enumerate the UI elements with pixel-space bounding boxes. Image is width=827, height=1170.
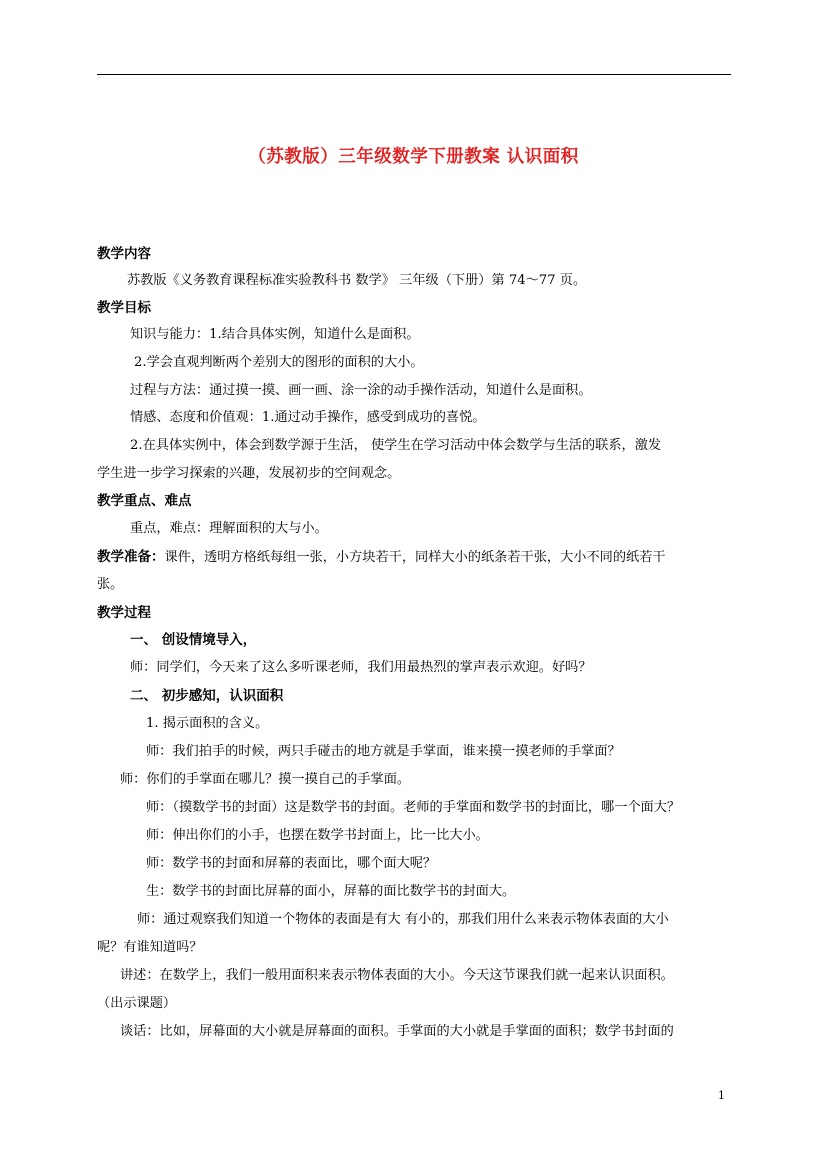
paragraph: 重点，难点：理解面积的大与小。 <box>130 521 328 536</box>
paragraph: 师：你们的手掌面在哪儿？摸一摸自己的手掌面。 <box>120 772 411 787</box>
heading-content: 教学内容 <box>97 246 151 262</box>
paragraph: 情感、态度和价值观：1.通过动手操作，感受到成功的喜悦。 <box>130 410 486 425</box>
paragraph: 师：数学书的封面和屏幕的表面比，哪个面大呢？ <box>146 856 437 871</box>
paragraph: 2.学会直观判断两个差别大的图形的面积的大小。 <box>134 355 424 370</box>
heading-key-points: 教学重点、难点 <box>97 493 192 509</box>
paragraph: 师：伸出你们的小手，也摆在数学书封面上，比一比大小。 <box>146 828 489 843</box>
paragraph: 师：通过观察我们知道一个物体的表面是有大 有小的，那我们用什么来表示物体表面的大小 <box>137 912 669 927</box>
paragraph: 知识与能力：1.结合具体实例，知道什么是面积。 <box>130 327 420 342</box>
paragraph: （出示课题） <box>97 996 177 1011</box>
preparation-text: 课件，透明方格纸每组一张，小方块若干，同样大小的纸条若干张，大小不同的纸若干 <box>164 550 666 565</box>
paragraph: 呢？有谁知道吗？ <box>97 940 203 955</box>
heading-preparation: 教学准备： <box>97 549 165 565</box>
header-rule <box>97 74 731 75</box>
heading-objectives: 教学目标 <box>97 300 151 316</box>
heading-process: 教学过程 <box>97 605 151 621</box>
paragraph: 2.在具体实例中，体会到数学源于生活， 使学生在学习活动中体会数学与生活的联系，激发 <box>130 438 662 453</box>
paragraph: 生：数学书的封面比屏幕的面小，屏幕的面比数学书的封面大。 <box>146 884 516 899</box>
paragraph: 讲述：在数学上，我们一般用面积来表示物体表面的大小。今天这节课我们就一起来认识面积。 <box>120 968 674 983</box>
paragraph: 1. 揭示面积的含义。 <box>146 716 269 731</box>
page-number: 1 <box>718 1089 725 1102</box>
paragraph: 过程与方法：通过摸一摸、画一画、涂一涂的动手操作活动，知道什么是面积。 <box>130 383 592 398</box>
paragraph: 师：我们拍手的时候，两只手碰击的地方就是手掌面，谁来摸一摸老师的手掌面？ <box>146 744 621 759</box>
section-heading: 二、 初步感知，认识面积 <box>130 688 284 704</box>
paragraph: 张。 <box>97 577 124 592</box>
section-heading: 一、 创设情境导入， <box>130 632 257 648</box>
paragraph: 师：同学们，今天来了这么多听课老师，我们用最热烈的掌声表示欢迎。好吗？ <box>130 660 592 675</box>
page-title: （苏教版）三年级数学下册教案 认识面积 <box>248 147 579 167</box>
paragraph <box>97 548 666 567</box>
paragraph: 师：（摸数学书的封面）这是数学书的封面。老师的手掌面和数学书的封面比，哪一个面大？ <box>146 800 681 815</box>
paragraph: 学生进一步学习探索的兴趣，发展初步的空间观念。 <box>97 466 401 481</box>
paragraph: 谈话：比如，屏幕面的大小就是屏幕面的面积。手掌面的大小就是手掌面的面积；数学书封面的 <box>120 1024 674 1039</box>
paragraph: 苏教版《义务教育课程标准实验教科书 数学》 三年级（下册）第 74～77 页。 <box>127 273 587 288</box>
